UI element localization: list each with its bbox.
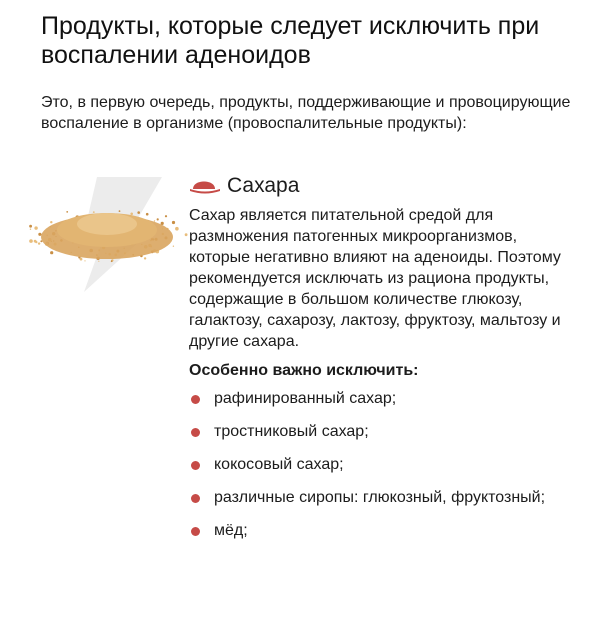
page-title: Продукты, которые следует исключить при воспалении аденоидов [41,12,540,69]
list-item-text: различные сиропы: глюкозный, фруктозный; [214,489,546,506]
sugar-pile-illustration [22,172,192,297]
list-item [189,388,569,409]
section-description: Сахар является питательной средой для размножения патогенных микроорганизмов, которые негативно влияют на аденоиды. Поэтому рекомендуется исключать из рациона продукты, содержащие в большом количестве глюкозу, галактозу, сахарозу, лактозу, фруктозу, мальтозу и другие сахара. [189,207,561,350]
list-item-text: кокосовый сахар; [214,456,344,473]
red-cap-icon [189,176,221,196]
exclusion-list [189,388,569,553]
list-item-text: рафинированный сахар; [214,390,397,407]
list-item [189,487,569,508]
bullet-icon [191,461,200,470]
bullet-icon [191,527,200,536]
list-item [189,421,569,442]
list-title: Особенно важно исключить: [189,362,419,379]
list-item-text: мёд; [214,522,248,539]
bullet-icon [191,428,200,437]
section-header [189,172,299,200]
bullet-icon [191,395,200,404]
list-item [189,520,569,541]
intro-text: Это, в первую очередь, продукты, поддерживающие и провоцирующие воспаление в организме (провоспалительные продукты): [41,94,571,132]
section-title: Сахара [227,174,300,197]
list-item [189,454,569,475]
list-item-text: тростниковый сахар; [214,423,369,440]
bullet-icon [191,494,200,503]
